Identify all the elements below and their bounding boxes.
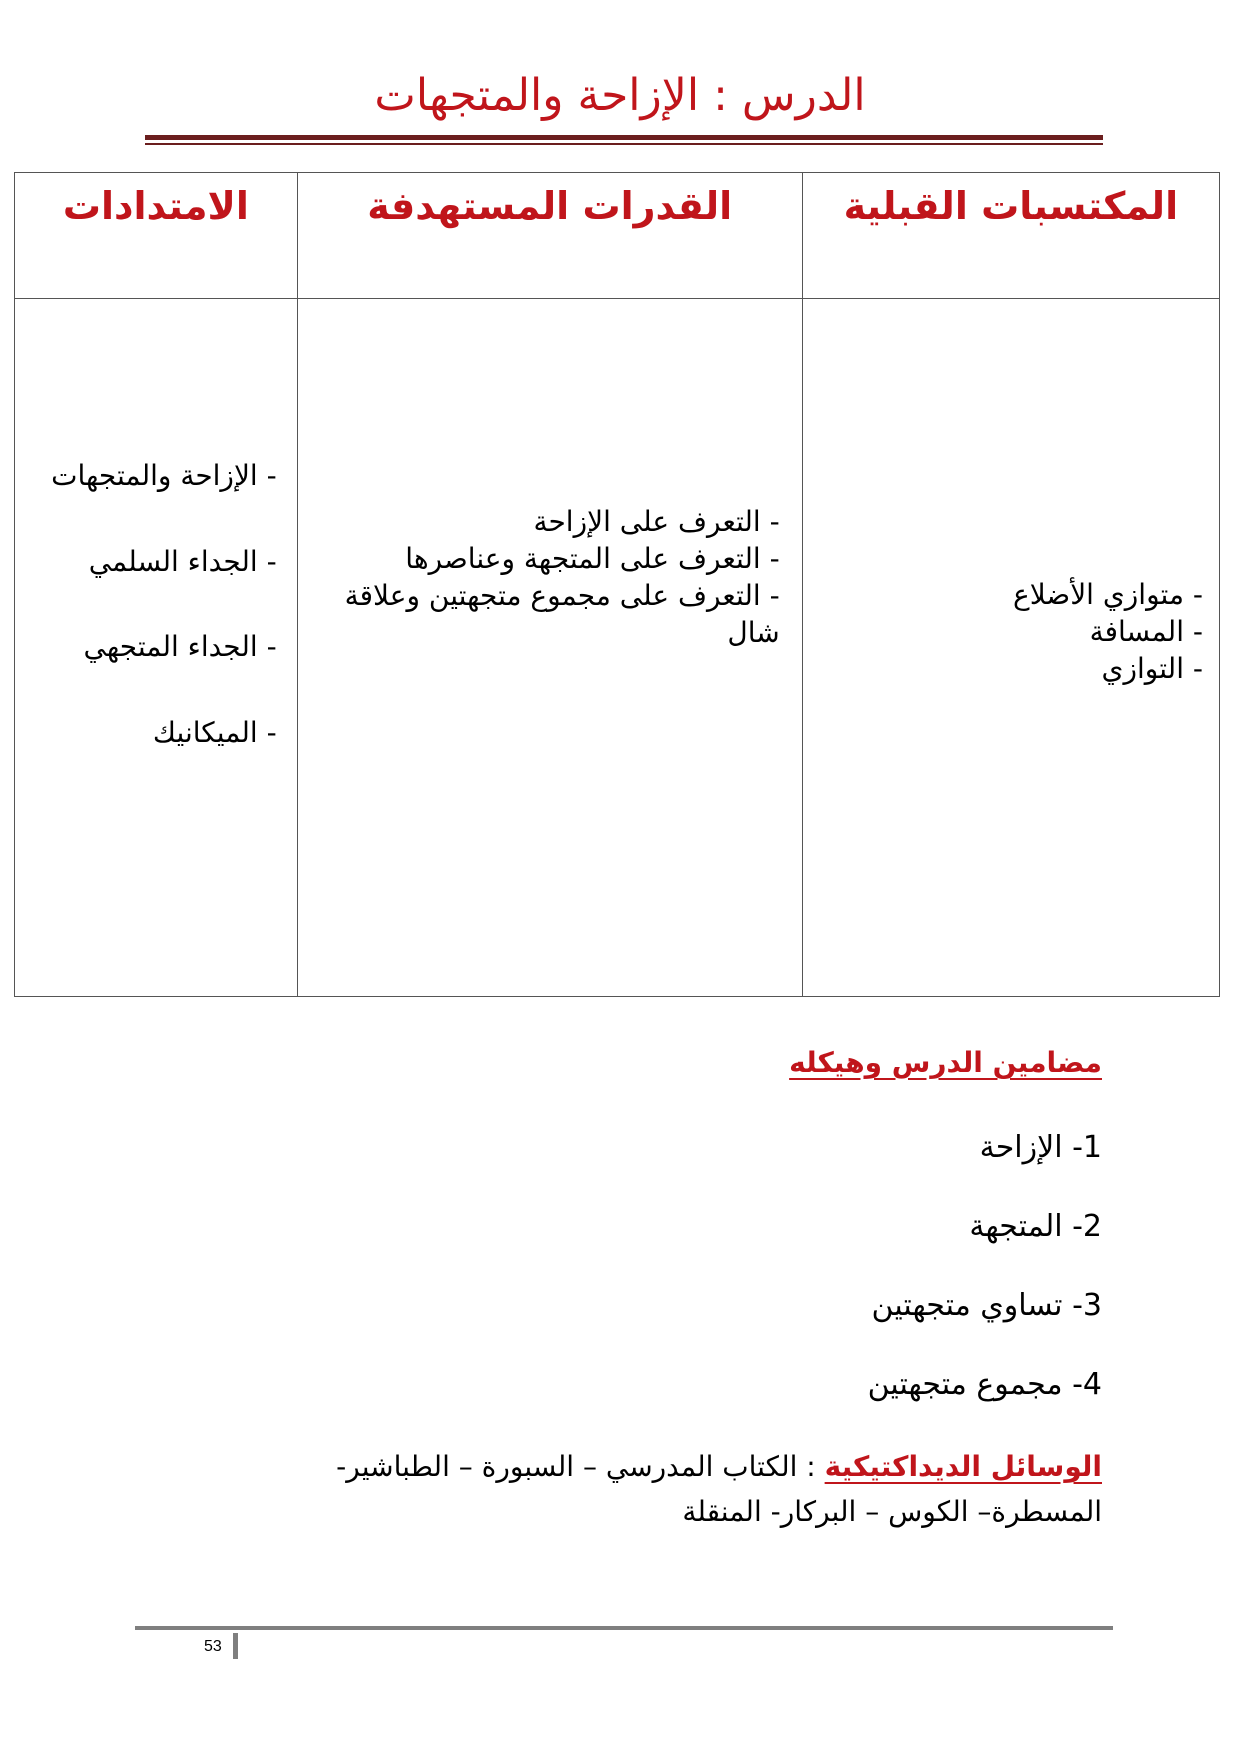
- header-extensions: الامتدادات: [62, 184, 249, 228]
- tools-label: الوسائل الديداكتيكية: [824, 1450, 1102, 1483]
- page-number: 53: [204, 1638, 222, 1655]
- tools-text: الكتاب المدرسي – السبورة – الطباشير- المسطرة– الكوس – البركار- المنقلة: [336, 1450, 1102, 1528]
- contents-list: [868, 1130, 1102, 1446]
- title-rule-secondary: [145, 143, 1103, 145]
- footer-bar: [233, 1633, 238, 1659]
- header-cell-target-skills: [297, 173, 802, 299]
- lesson-plan-table: [14, 172, 1220, 997]
- list-item: - التعرف على المتجهة وعناصرها: [405, 541, 780, 575]
- list-item: - التعرف على الإزاحة: [533, 505, 780, 538]
- header-cell-prior-knowledge: [802, 173, 1219, 299]
- list-item: 2- المتجهة: [969, 1209, 1102, 1244]
- target-skills-list: [298, 299, 802, 652]
- table-header-row: [15, 173, 1220, 299]
- footer-rule: [135, 1626, 1113, 1630]
- header-prior-knowledge: المكتسبات القبلية: [843, 184, 1179, 228]
- cell-prior-knowledge: [802, 299, 1219, 997]
- list-item: 4- مجموع متجهتين: [867, 1367, 1102, 1402]
- list-item: - الجداء السلمي: [88, 544, 277, 578]
- tools-separator: :: [797, 1450, 825, 1483]
- extensions-list: [15, 299, 297, 749]
- header-cell-extensions: [15, 173, 298, 299]
- list-item: 3- تساوي متجهتين: [871, 1288, 1102, 1323]
- list-item: - الميكانيك: [152, 715, 277, 749]
- list-item: - الجداء المتجهي: [83, 630, 277, 664]
- cell-target-skills: [297, 299, 802, 997]
- contents-heading: مضامين الدرس وهيكله: [789, 1046, 1102, 1079]
- table-body-row: [15, 299, 1220, 997]
- list-item: - المسافة: [1089, 614, 1203, 648]
- list-item: 1- الإزاحة: [979, 1130, 1102, 1165]
- header-target-skills: القدرات المستهدفة: [367, 184, 733, 228]
- list-item: - متوازي الأضلاع: [1013, 578, 1203, 611]
- list-item: - التوازي: [1101, 651, 1203, 685]
- teaching-tools: [242, 1445, 1102, 1535]
- cell-extensions: [15, 299, 298, 997]
- title-rule: [145, 135, 1103, 140]
- prior-knowledge-list: [803, 299, 1219, 688]
- list-item: - الإزاحة والمتجهات: [51, 459, 277, 492]
- page-title: الدرس : الإزاحة والمتجهات: [374, 70, 866, 121]
- list-item: - التعرف على مجموع متجهتين وعلاقة شال: [344, 578, 780, 649]
